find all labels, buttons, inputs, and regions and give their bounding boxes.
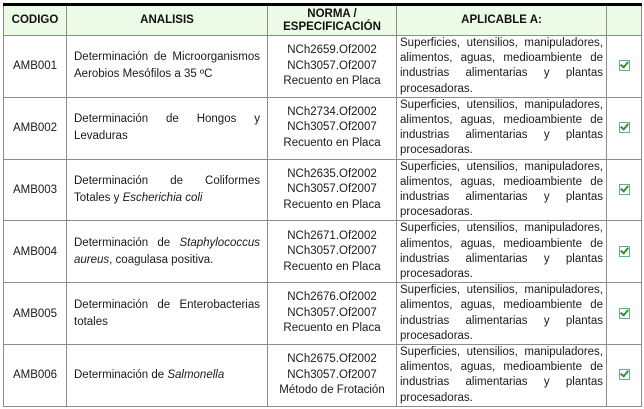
table-row: [4, 36, 642, 98]
table-row: [4, 221, 642, 283]
cell-norma: NCh2659.Of2002 NCh3057.Of2007 Recuento en Placa: [268, 36, 397, 98]
cell-codigo: AMB005: [4, 283, 67, 345]
cell-codigo: AMB001: [4, 36, 67, 98]
cell-aplicable: Superficies, utensilios, manipuladores, alimentos, aguas, medioambiente de industrias alimentarias y plantas procesadoras.: [397, 221, 607, 283]
header-check: [607, 5, 642, 36]
cell-codigo: AMB003: [4, 159, 67, 221]
cell-analisis: Determinación de Hongos y Levaduras: [67, 97, 268, 159]
cell-aplicable: Superficies, utensilios, manipuladores, alimentos, aguas, medioambiente de industrias alimentarias y plantas procesadoras.: [397, 345, 607, 407]
checkbox-checked-icon[interactable]: [619, 122, 630, 133]
cell-norma: NCh2675.Of2002 NCh3057.Of2007 Método de Frotación: [268, 345, 397, 407]
cell-analisis: Determinación de Staphylococcus aureus, coagulasa positiva.: [67, 221, 268, 283]
cell-aplicable: Superficies, utensilios, manipuladores, alimentos, aguas, medioambiente de industrias alimentarias y plantas procesadoras.: [397, 36, 607, 98]
cell-check[interactable]: [607, 283, 642, 345]
cell-codigo: AMB004: [4, 221, 67, 283]
table-row: [4, 345, 642, 407]
header-norma-line2: ESPECIFICACIÓN: [283, 20, 381, 33]
cell-norma: NCh2734.Of2002 NCh3057.Of2007 Recuento en Placa: [268, 97, 397, 159]
cell-check[interactable]: [607, 221, 642, 283]
table-row: [4, 159, 642, 221]
checkbox-checked-icon[interactable]: [619, 308, 630, 319]
header-codigo: CODIGO: [4, 5, 67, 36]
cell-analisis: Determinación de Coliformes Totales y Escherichia coli: [67, 159, 268, 221]
analysis-table: [3, 3, 642, 407]
cell-analisis: Determinación de Microorganismos Aerobios Mesófilos a 35 ºC: [67, 36, 268, 98]
checkbox-checked-icon[interactable]: [619, 369, 630, 380]
cell-norma: NCh2671.Of2002 NCh3057.Of2007 Recuento en Placa: [268, 221, 397, 283]
header-norma: [268, 5, 397, 36]
header-analisis: ANALISIS: [67, 5, 268, 36]
checkbox-checked-icon[interactable]: [619, 60, 630, 71]
header-aplicable: APLICABLE A:: [397, 5, 607, 36]
checkbox-checked-icon[interactable]: [619, 184, 630, 195]
checkbox-checked-icon[interactable]: [619, 246, 630, 257]
cell-codigo: AMB006: [4, 345, 67, 407]
cell-aplicable: Superficies, utensilios, manipuladores, alimentos, aguas, medioambiente de industrias alimentarias y plantas procesadoras.: [397, 159, 607, 221]
cell-check[interactable]: [607, 97, 642, 159]
cell-aplicable: Superficies, utensilios, manipuladores, alimentos, aguas, medioambiente de industrias alimentarias y plantas procesadoras.: [397, 283, 607, 345]
table-row: [4, 97, 642, 159]
cell-analisis: Determinación de Enterobacterias totales: [67, 283, 268, 345]
cell-analisis: Determinación de Salmonella: [67, 345, 268, 407]
cell-norma: NCh2676.Of2002 NCh3057.Of2007 Recuento en Placa: [268, 283, 397, 345]
cell-codigo: AMB002: [4, 97, 67, 159]
cell-check[interactable]: [607, 159, 642, 221]
cell-check[interactable]: [607, 36, 642, 98]
header-norma-line1: NORMA /: [307, 7, 357, 20]
table-header-row: [4, 5, 642, 36]
table-row: [4, 283, 642, 345]
cell-check[interactable]: [607, 345, 642, 407]
cell-aplicable: Superficies, utensilios, manipuladores, alimentos, aguas, medioambiente de industrias alimentarias y plantas procesadoras.: [397, 97, 607, 159]
cell-norma: NCh2635.Of2002 NCh3057.Of2007 Recuento en Placa: [268, 159, 397, 221]
